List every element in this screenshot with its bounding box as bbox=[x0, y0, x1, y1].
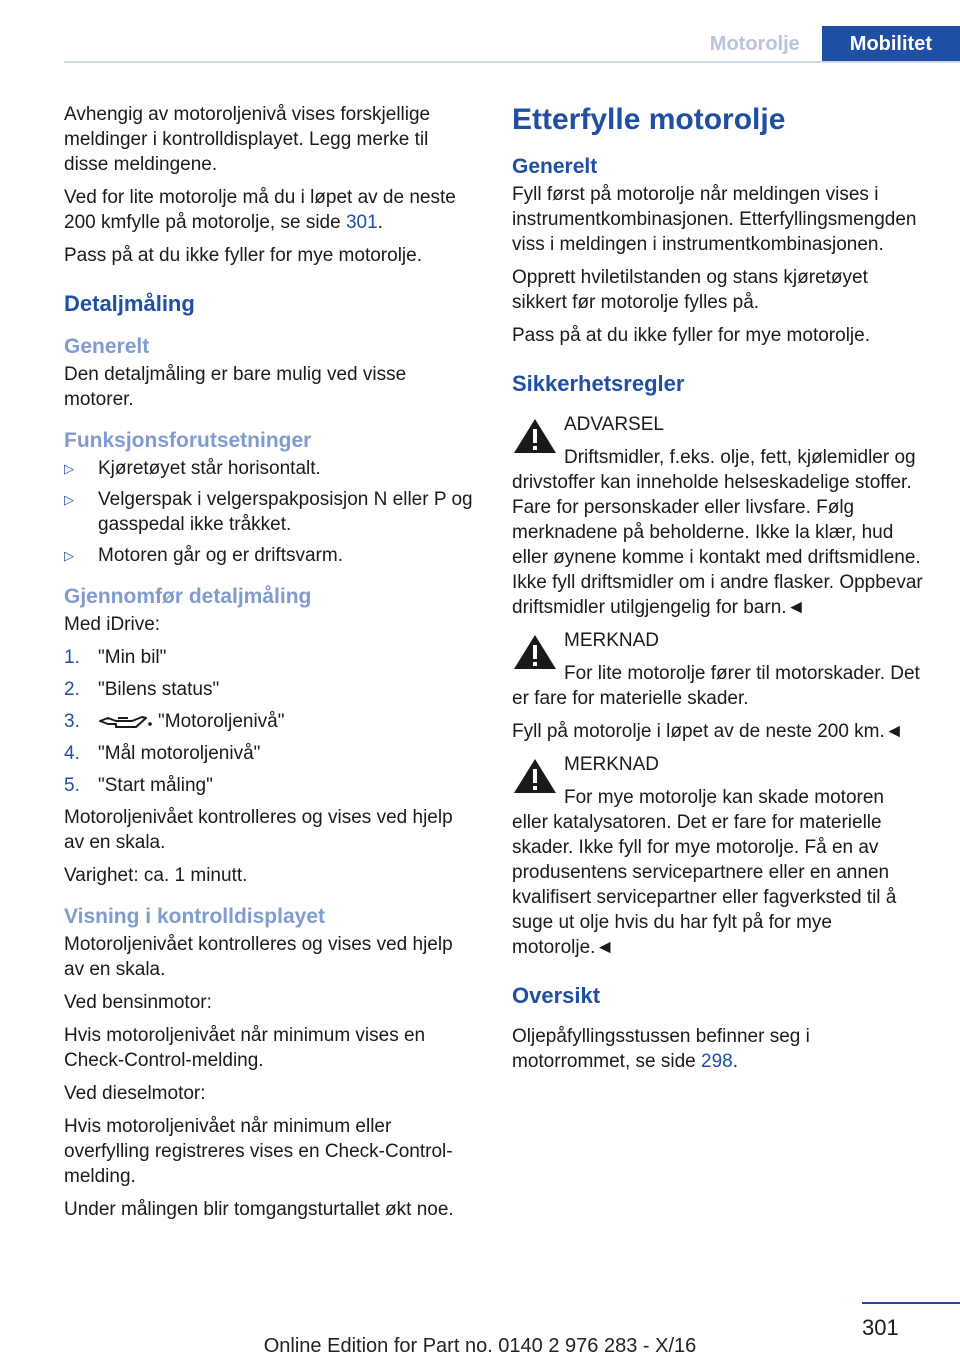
oversikt-heading: Oversikt bbox=[512, 983, 601, 1008]
duration-paragraph: Varighet: ca. 1 minutt. bbox=[64, 865, 248, 886]
list-item bbox=[64, 456, 476, 481]
list-item bbox=[64, 677, 476, 702]
generelt-paragraph-2: Opprett hviletilstanden og stans kjøretøyet sikkert før motorolje fylles på. bbox=[512, 267, 868, 313]
warning-title: MERKNAD bbox=[564, 754, 660, 775]
page-number: 301 bbox=[862, 1315, 899, 1340]
generelt-paragraph: Den detaljmåling er bare mulig ved visse motorer. bbox=[64, 364, 407, 410]
generelt-paragraph-1: Fyll først på motorolje når meldingen vises i instrumentkombinasjonen. Etterfyllingsmengden viss i meldingen i instrumentkombinasjonen. bbox=[512, 184, 917, 255]
step-number: 3. bbox=[64, 711, 80, 732]
idrive-intro: Med iDrive: bbox=[64, 614, 161, 635]
diesel-label: Ved dieselmotor: bbox=[64, 1083, 206, 1104]
intro-paragraph-3: Pass på at du ikke fyller for mye motorolje. bbox=[64, 245, 422, 266]
visning-subheading: Visning i kontrolldisplayet bbox=[64, 905, 325, 928]
list-item-text: Velgerspak i velgerspakposisjon N eller P og gasspedal ikke tråkket. bbox=[98, 489, 473, 535]
tab-motorolje[interactable]: Motorolje bbox=[688, 26, 822, 62]
warning-text: For lite motorolje fører til motorskader. Det er fare for materielle skader. bbox=[512, 663, 920, 709]
intro-paragraph-2 bbox=[64, 185, 476, 235]
warning-text: Driftsmidler, f.eks. olje, fett, kjølemidler og drivstoffer kan inneholde helseskadelige stoffer. Fare for personskader eller livsfare. Følg merknadene på beholderne. Ikke la klær, hud eller øynene komme i kontakt med driftsmidlene. Ikke fyll driftsmidler om i andre flasker. Oppbevar driftsmidler utilgjengelig for barn.◄ bbox=[512, 447, 923, 618]
step-text: "Motoroljenivå" bbox=[158, 711, 285, 732]
step-number: 1. bbox=[64, 647, 80, 668]
oversikt-paragraph bbox=[512, 1024, 924, 1074]
oversikt-period: . bbox=[732, 1051, 738, 1072]
triangle-bullet-icon: ▷ bbox=[64, 492, 74, 507]
left-column bbox=[64, 102, 476, 1230]
list-item bbox=[64, 773, 476, 798]
generelt-subheading: Generelt bbox=[512, 155, 598, 178]
warning-title: MERKNAD bbox=[564, 630, 660, 651]
idrive-steps bbox=[64, 645, 476, 798]
page-title: Etterfylle motorolje bbox=[512, 103, 786, 136]
intro-period: . bbox=[377, 212, 383, 233]
step-number: 4. bbox=[64, 743, 80, 764]
warning-title: ADVARSEL bbox=[564, 414, 664, 435]
gjennomfor-subheading: Gjennomfør detaljmåling bbox=[64, 585, 312, 608]
list-item bbox=[64, 487, 476, 537]
visning-paragraph: Motoroljenivået kontrolleres og vises ved hjelp av en skala. bbox=[64, 934, 453, 980]
header-divider bbox=[64, 61, 960, 63]
idle-speed-paragraph: Under målingen blir tomgangsturtallet økt noe. bbox=[64, 1199, 454, 1220]
step-number: 5. bbox=[64, 775, 80, 796]
warning-block-merknad bbox=[512, 628, 924, 711]
warning-triangle-icon bbox=[512, 756, 558, 796]
list-item bbox=[64, 709, 476, 734]
step-text: "Bilens status" bbox=[98, 679, 220, 700]
list-item bbox=[64, 645, 476, 670]
warning-text: Fyll på motorolje i løpet av de neste 200 km.◄ bbox=[512, 721, 904, 742]
oil-can-icon bbox=[98, 712, 154, 732]
generelt-subheading: Generelt bbox=[64, 335, 150, 358]
warning-text: For mye motorolje kan skade motoren eller katalysatoren. Det er fare for materielle skader. Ikke fyll for mye motorolje. Få en av produsentens servicepartnere eller en annen kvalifisert servicepartner eller fagverksted til å suge ut olje hvis du har fylt på for mye motorolje.◄ bbox=[512, 787, 897, 958]
triangle-bullet-icon: ▷ bbox=[64, 548, 74, 563]
generelt-paragraph-3: Pass på at du ikke fyller for mye motorolje. bbox=[512, 325, 870, 346]
intro-text: Ved for lite motorolje må du i løpet av de neste 200 kmfylle på motorolje, se side bbox=[64, 187, 456, 233]
petrol-label: Ved bensinmotor: bbox=[64, 992, 212, 1013]
result-paragraph: Motoroljenivået kontrolleres og vises ved hjelp av en skala. bbox=[64, 807, 453, 853]
list-item bbox=[64, 543, 476, 568]
page-link-298[interactable]: 298 bbox=[701, 1051, 733, 1072]
chapter-tabs bbox=[688, 26, 960, 62]
oversikt-text: Oljepåfyllingsstussen befinner seg i motorrommet, se side bbox=[512, 1026, 810, 1072]
right-column bbox=[512, 102, 924, 1082]
warning-triangle-icon bbox=[512, 632, 558, 672]
step-number: 2. bbox=[64, 679, 80, 700]
step-text: "Start måling" bbox=[98, 775, 213, 796]
warning-triangle-icon bbox=[512, 416, 558, 456]
prerequisite-list bbox=[64, 456, 476, 568]
warning-block-merknad bbox=[512, 752, 924, 960]
tab-mobilitet[interactable]: Mobilitet bbox=[822, 26, 960, 62]
list-item-text: Kjøretøyet står horisontalt. bbox=[98, 458, 321, 479]
list-item bbox=[64, 741, 476, 766]
page-link-301[interactable]: 301 bbox=[345, 212, 378, 233]
list-item-text: Motoren går og er driftsvarm. bbox=[98, 545, 343, 566]
page-number-rule bbox=[862, 1302, 960, 1304]
diesel-paragraph: Hvis motoroljenivået når minimum eller overfylling registreres vises en Check-Control-melding. bbox=[64, 1116, 453, 1187]
step-text: "Min bil" bbox=[98, 647, 167, 668]
triangle-bullet-icon: ▷ bbox=[64, 461, 74, 476]
intro-paragraph-1: Avhengig av motoroljenivå vises forskjellige meldinger i kontrolldisplayet. Legg merke til disse meldingene. bbox=[64, 104, 431, 175]
petrol-paragraph: Hvis motoroljenivået når minimum vises en Check-Control-melding. bbox=[64, 1025, 426, 1071]
detaljmaling-heading: Detaljmåling bbox=[64, 291, 195, 316]
warning-block-advarsel bbox=[512, 412, 924, 620]
sikkerhetsregler-heading: Sikkerhetsregler bbox=[512, 371, 685, 396]
step-text: "Mål motoroljenivå" bbox=[98, 743, 261, 764]
footer-edition-text: Online Edition for Part no. 0140 2 976 283 - X/16 bbox=[263, 1335, 697, 1357]
funksjonsforutsetninger-subheading: Funksjonsforutsetninger bbox=[64, 429, 312, 452]
